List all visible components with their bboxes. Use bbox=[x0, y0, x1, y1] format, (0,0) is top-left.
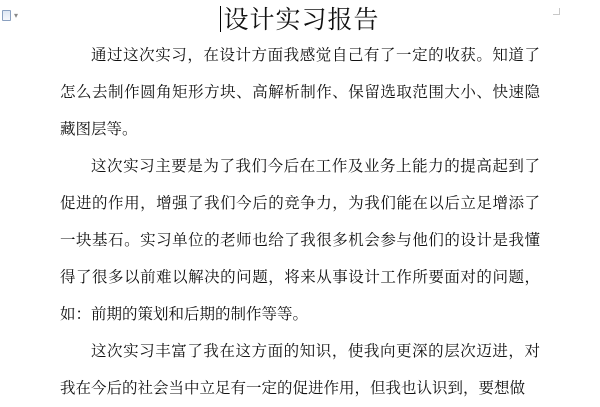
paragraph: 通过这次实习，在设计方面我感觉自己有了一定的收获。知道了怎么去制作圆角矩形方块、高解析制作、保留选取范围大小、快速隐藏图层等。 bbox=[60, 46, 540, 138]
paragraph: 这次实习丰富了我在这方面的知识，使我向更深的层次迈进，对我在今后的社会当中立足有一定的促进作用，但我也认识到，要想做 bbox=[60, 342, 540, 397]
paragraph: 这次实习主要是为了我们今后在工作及业务上能力的提高起到了促进的作用，增强了我们今后的竞争力，为我们能在以后立足增添了一块基石。实习单位的老师也给了我很多机会参与他们的设计是我懂得了很多以前难以解决的问题，将来从事设计工作所要面对的问题，如：前期的策划和后期的制作等等。 bbox=[60, 157, 540, 323]
document-body[interactable] bbox=[60, 37, 540, 407]
dropdown-arrow-icon[interactable]: ▾ bbox=[14, 10, 19, 20]
document-title[interactable] bbox=[0, 2, 600, 38]
document-title-text: 设计实习报告 bbox=[223, 5, 380, 34]
text-cursor bbox=[220, 6, 221, 32]
